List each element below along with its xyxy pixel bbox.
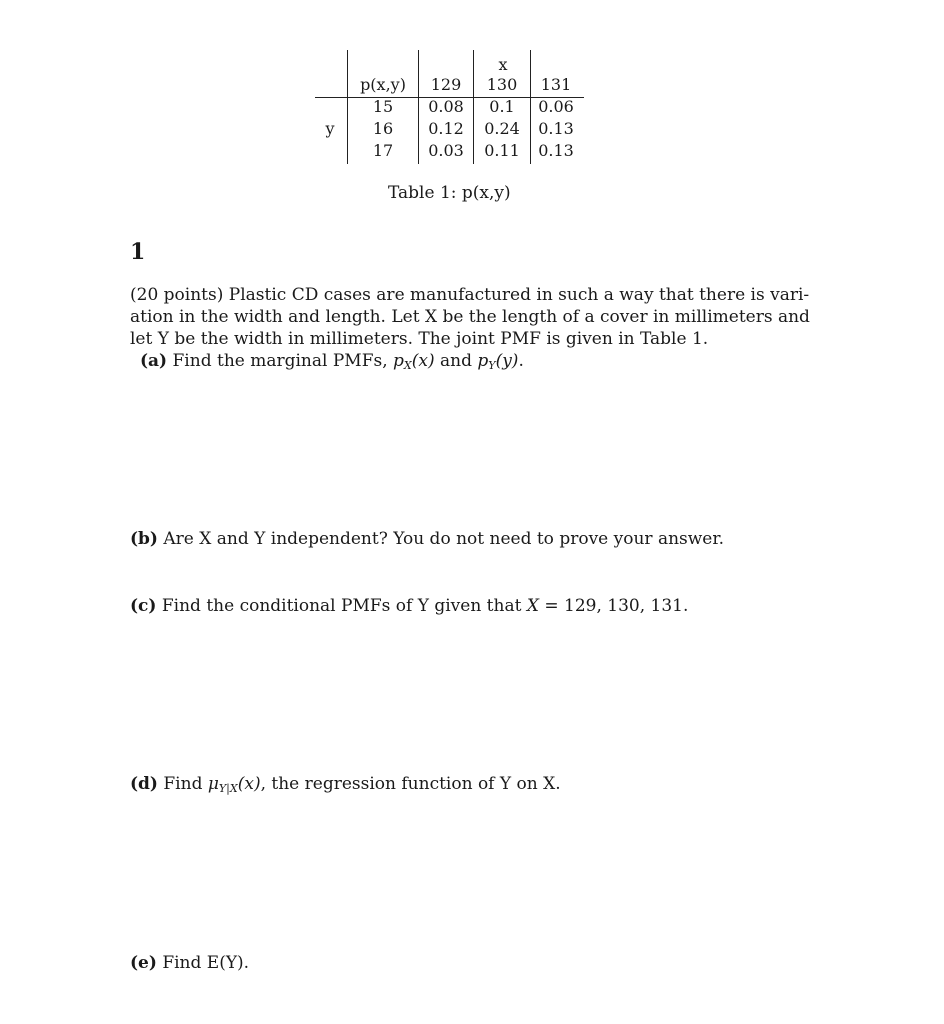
math-py: p xyxy=(477,351,489,371)
math-sub-y-given-x: Y|X xyxy=(218,782,238,795)
cell-130-17: 0.11 xyxy=(484,141,520,160)
cell-131-16: 0.13 xyxy=(538,119,574,138)
question-text: Find xyxy=(163,774,208,794)
x-value-131: 131 xyxy=(540,75,572,94)
problem-intro xyxy=(130,284,810,350)
table-divider-col2 xyxy=(473,50,474,164)
y-variable-label: y xyxy=(325,119,335,138)
question-b xyxy=(130,528,724,550)
y-value-16: 16 xyxy=(372,119,394,138)
question-e xyxy=(130,952,249,974)
cell-129-15: 0.08 xyxy=(428,97,464,116)
math-arg-x: (x) xyxy=(411,351,435,371)
intro-line: ation in the width and length. Let X be the length of a cover in millimeters and xyxy=(130,307,810,327)
math-arg-x: (x) xyxy=(237,774,261,794)
math-sub-y: Y xyxy=(488,359,496,372)
cell-131-15: 0.06 xyxy=(538,97,574,116)
question-a xyxy=(140,350,524,372)
question-label: (a) xyxy=(140,351,168,371)
question-text: Find E(Y). xyxy=(162,953,250,973)
question-label: (c) xyxy=(130,596,157,616)
math-arg-y: (y) xyxy=(495,351,519,371)
joint-pmf-table xyxy=(0,0,944,210)
math-x: X xyxy=(526,596,539,616)
math-px: p xyxy=(393,351,404,371)
question-text-end: , the regression function of Y on X. xyxy=(260,774,561,794)
table-divider-col3 xyxy=(530,50,531,164)
cell-129-16: 0.12 xyxy=(428,119,464,138)
section-number: 1 xyxy=(130,239,146,265)
question-label: (d) xyxy=(130,774,158,794)
question-text: Are X and Y independent? You do not need to prove your answer. xyxy=(163,529,725,549)
x-value-129: 129 xyxy=(430,75,462,94)
question-c xyxy=(130,595,688,617)
x-value-130: 130 xyxy=(486,75,518,94)
question-d xyxy=(130,773,561,795)
table-divider-col1 xyxy=(418,50,419,164)
y-value-17: 17 xyxy=(372,141,394,160)
table-divider-y-label xyxy=(347,50,348,164)
corner-label: p(x,y) xyxy=(360,75,406,94)
x-variable-label: x xyxy=(498,55,508,74)
cell-129-17: 0.03 xyxy=(428,141,464,160)
question-text: Find the marginal PMFs, xyxy=(172,351,394,371)
math-sub-x: X xyxy=(403,359,412,372)
cell-130-16: 0.24 xyxy=(484,119,520,138)
cell-131-17: 0.13 xyxy=(538,141,574,160)
question-text: Find the conditional PMFs of Y given that xyxy=(161,596,527,616)
question-label: (e) xyxy=(130,953,157,973)
y-value-15: 15 xyxy=(372,97,394,116)
math-mu: μ xyxy=(207,774,219,794)
table-caption: Table 1: p(x,y) xyxy=(388,183,511,203)
cell-130-15: 0.1 xyxy=(489,97,515,116)
intro-line: (20 points) Plastic CD cases are manufactured in such a way that there is vari- xyxy=(130,285,810,305)
question-equation: = 129, 130, 131. xyxy=(538,596,689,616)
question-text-end: . xyxy=(518,351,524,371)
question-text-mid: and xyxy=(434,351,478,371)
intro-line: let Y be the width in millimeters. The joint PMF is given in Table 1. xyxy=(130,329,709,349)
question-label: (b) xyxy=(130,529,158,549)
